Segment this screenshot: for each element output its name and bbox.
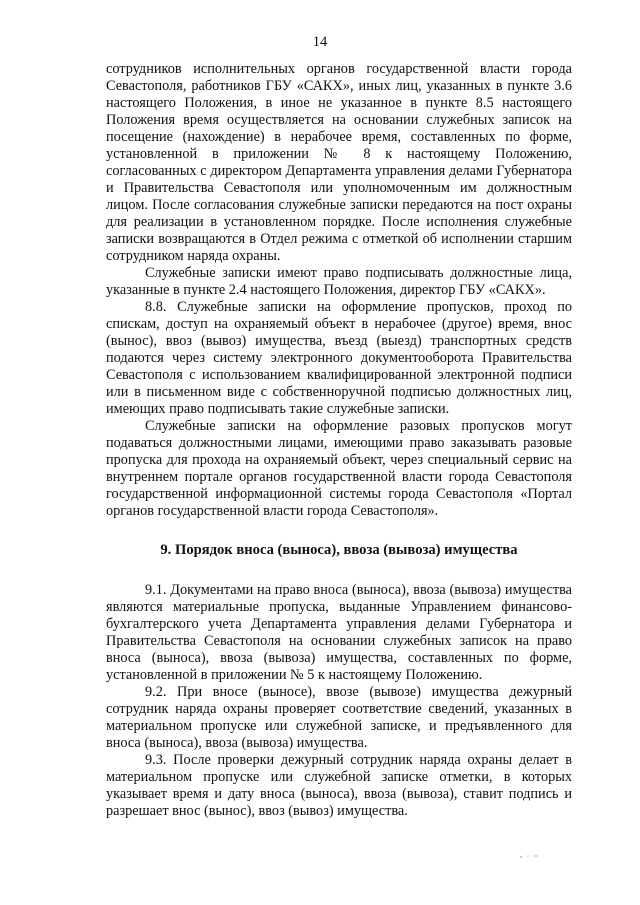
paragraph-9-1: 9.1. Документами на право вноса (выноса), ввоза (вывоза) имущества являются материальные пропуска, выданные Управлением финансово-бухгалтерского учета Департамента управления делами Губернатора и Правительства Севастополя на основании служебных записок на право вноса (выноса), ввоза (вывоза) имущества, составленных по форме, установленной в приложении № 5 к настоящему Положению. <box>106 582 572 683</box>
scan-artifact-mark <box>518 853 540 859</box>
document-body <box>106 61 572 820</box>
paragraph-one-time-passes: Служебные записки на оформление разовых пропусков могут подаваться должностными лицами, имеющими право заказывать разовые пропуска для прохода на охраняемый объект, через специальный сервис на внутреннем портале органов государственной власти города Севастополя государственной информационной системы города Севастополя «Портал органов государственной власти города Севастополя». <box>106 418 572 519</box>
paragraph-signers: Служебные записки имеют право подписывать должностные лица, указанные в пункте 2.4 настоящего Положения, директор ГБУ «САКХ». <box>106 265 572 298</box>
paragraph-9-3: 9.3. После проверки дежурный сотрудник наряда охраны делает в материальном пропуске или служебной записке отметки, в которых указывает время и дату вноса (выноса), ввоза (вывоза), ставит подпись и разрешает внос (вынос), ввоз (вывоз) имущества. <box>106 752 572 819</box>
page-number: 14 <box>312 34 328 50</box>
paragraph-9-2: 9.2. При вносе (выносе), ввозе (вывозе) имущества дежурный сотрудник наряда охраны проверяет соответствие сведений, указанных в материальном пропуске или служебной записке, и предъявленного для вноса (выноса), ввоза (вывоза) имущества. <box>106 684 572 751</box>
paragraph-8-8: 8.8. Служебные записки на оформление пропусков, проход по спискам, доступ на охраняемый объект в нерабочее (другое) время, внос (вынос), ввоз (вывоз) имущества, въезд (выезд) транспортных средств подаются через систему электронного документооборота Правительства Севастополя с использованием квалифицированной электронной подписи или в письменном виде с собственноручной подписью должностных лиц, имеющих право подписывать такие служебные записки. <box>106 299 572 417</box>
section-heading-9: 9. Порядок вноса (выноса), ввоза (вывоза) имущества <box>160 542 518 558</box>
paragraph-8-7-continuation: сотрудников исполнительных органов государственной власти города Севастополя, работников ГБУ «САКХ», иных лиц, указанных в пункте 3.6 настоящего Положения, в иное не указанное в пункте 8.5 настоящего Положения время осуществляется на основании служебных записок на посещение (нахождение) в нерабочее время, составленных по форме, установленной в приложении № 8 к настоящему Положению, согласованных с директором Департамента управления делами Губернатора и Правительства Севастополя или уполномоченным им должностным лицом. После согласования служебные записки передаются на пост охраны для реализации в установленном порядке. После исполнения служебные записки возвращаются в Отдел режима с отметкой об исполнении старшим сотрудником наряда охраны. <box>106 61 572 264</box>
